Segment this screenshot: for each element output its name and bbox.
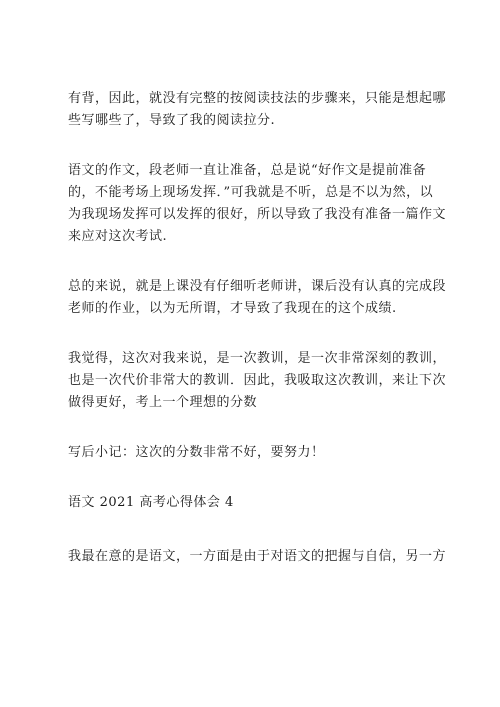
text-line: 来应对这次考试. [68,229,168,244]
paragraph-new-section-opening [68,546,460,568]
text-line: 为我现场发挥可以发挥的很好，所以导致了我没有准备一篇作文 [68,207,447,222]
text-line: 总的来说，就是上课没有仔细听老师讲，课后没有认真的完成段 [68,279,447,294]
text-line: 些写哪些了，导致了我的阅读拉分. [68,113,276,128]
text-line: 我觉得，这次对我来说，是一次教训，是一次非常深刻的教训， [68,351,447,366]
paragraph-postscript [68,442,460,464]
paragraph-reading-reflection [68,88,460,132]
paragraph-essay-preparation [68,160,460,248]
text-line: 语文 2021 高考心得体会 4 [68,495,234,510]
section-heading [68,492,460,514]
paragraph-summary [68,276,460,320]
text-line: 的，不能考场上现场发挥．”可我就是不听，总是不以为然，以 [68,185,434,200]
paragraph-lesson-learned [68,348,460,414]
text-line: 写后小记：这次的分数非常不好，要努力！ [68,445,325,460]
text-line: 语文的作文，段老师一直让准备，总是说“好作文是提前准备 [68,163,427,178]
text-line: 我最在意的是语文，一方面是由于对语文的把握与自信，另一方 [68,549,447,564]
text-line: 也是一次代价非常大的教训．因此，我吸取这次教训，来让下次 [68,373,447,388]
document-body [68,88,460,596]
text-line: 做得更好，考上一个理想的分数 [68,395,258,410]
text-line: 有背，因此，就没有完整的按阅读技法的步骤来，只能是想起哪 [68,91,447,106]
text-line: 老师的作业，以为无所谓，才导致了我现在的这个成绩. [68,301,397,316]
